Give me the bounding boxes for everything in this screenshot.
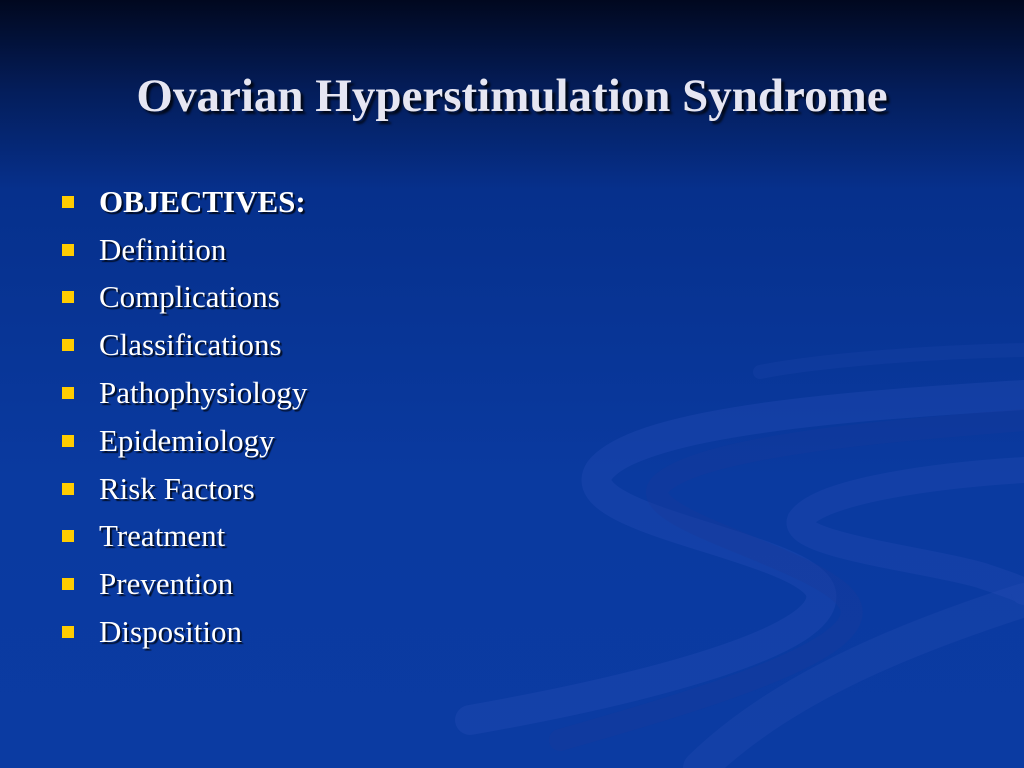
list-item-label: Definition [99, 231, 227, 267]
list-item-label: Risk Factors [99, 470, 255, 506]
list-item [62, 369, 307, 417]
square-bullet-icon [62, 244, 74, 256]
list-item [62, 417, 307, 465]
square-bullet-icon [62, 339, 74, 351]
square-bullet-icon [62, 578, 74, 590]
square-bullet-icon [62, 483, 74, 495]
list-item [62, 608, 307, 656]
list-item-label: Epidemiology [99, 422, 275, 458]
list-item [62, 513, 307, 561]
objectives-list [62, 178, 307, 656]
objectives-heading: OBJECTIVES: [99, 183, 306, 219]
list-item [62, 560, 307, 608]
list-item-label: Treatment [99, 518, 226, 554]
square-bullet-icon [62, 435, 74, 447]
list-item-label: Pathophysiology [99, 375, 308, 411]
slide-title: Ovarian Hyperstimulation Syndrome [136, 70, 888, 122]
square-bullet-icon [62, 291, 74, 303]
list-item [62, 274, 307, 322]
square-bullet-icon [62, 196, 74, 208]
square-bullet-icon [62, 387, 74, 399]
square-bullet-icon [62, 626, 74, 638]
list-item-label: Prevention [99, 566, 234, 602]
list-item [62, 226, 307, 274]
list-item [62, 321, 307, 369]
list-item [62, 178, 307, 226]
list-item-label: Disposition [99, 614, 242, 650]
list-item-label: Complications [99, 279, 280, 315]
list-item [62, 465, 307, 513]
square-bullet-icon [62, 530, 74, 542]
list-item-label: Classifications [99, 327, 282, 363]
